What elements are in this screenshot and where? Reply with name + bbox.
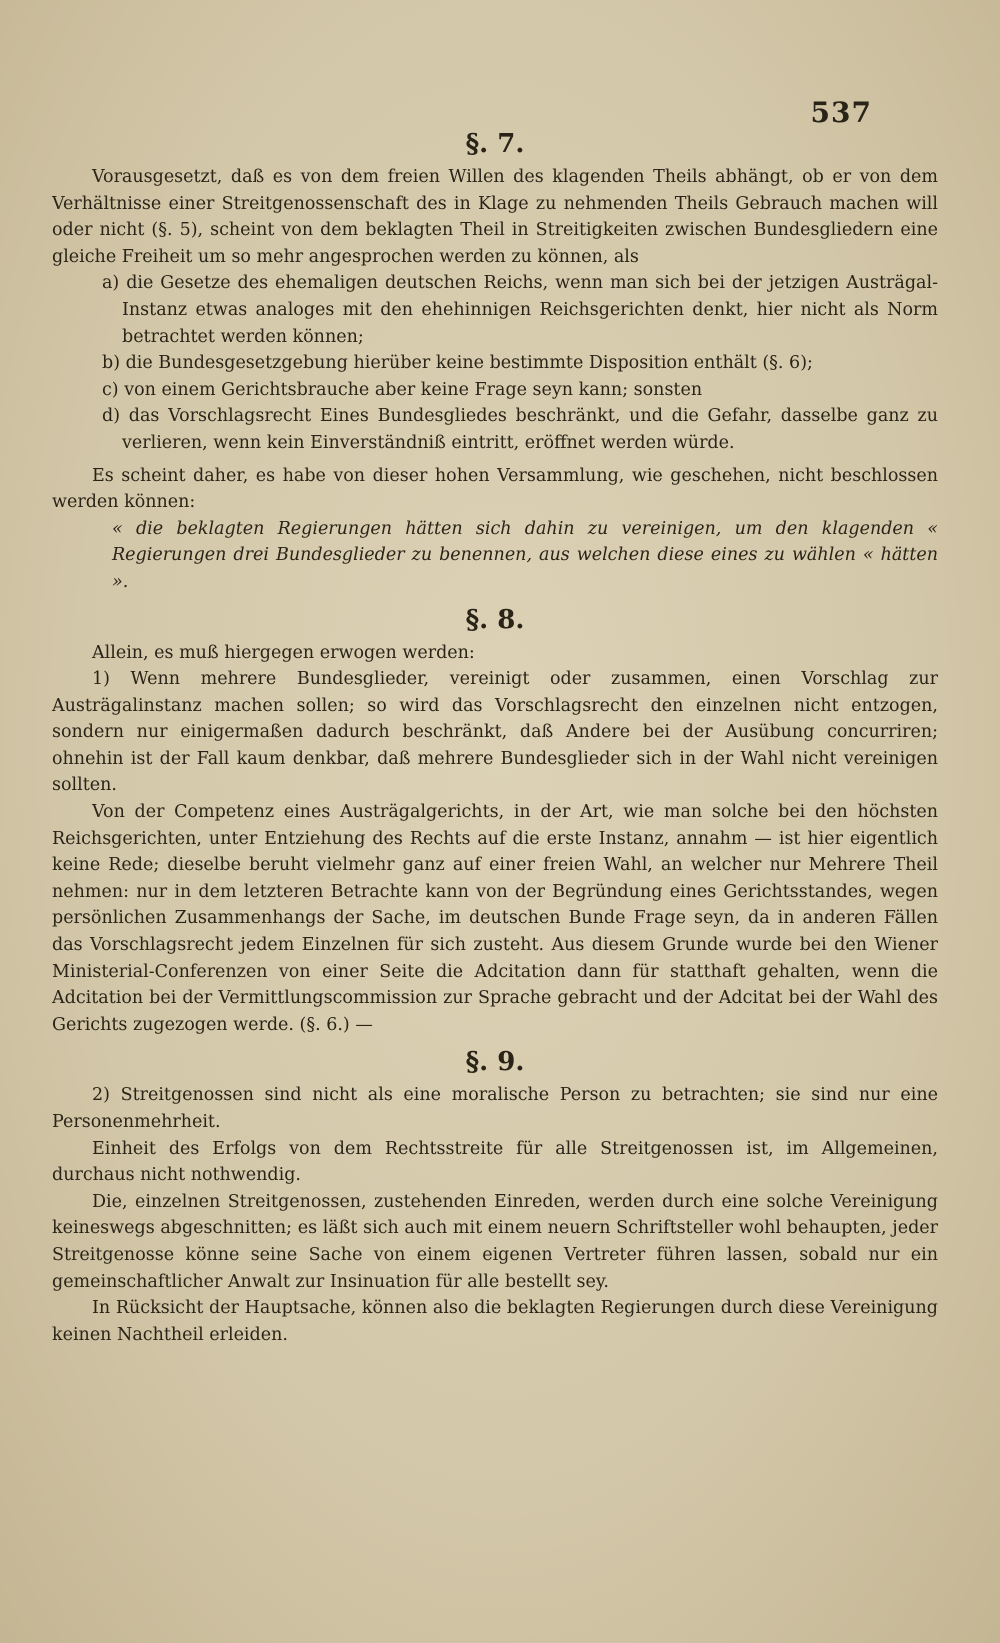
paragraph: Es scheint daher, es habe von dieser hohen Versammlung, wie geschehen, nicht beschlossen werden können: [52, 465, 938, 513]
paragraph: Einheit des Erfolgs von dem Rechtsstreite für alle Streitgenossen ist, im Allgemeinen, durchaus nicht nothwendig. [52, 1138, 938, 1186]
page-number: 537 [810, 96, 872, 129]
paragraph: 2) Streitgenossen sind nicht als eine moralische Person zu betrachten; sie sind nur eine Personenmehrheit. [52, 1085, 938, 1132]
list-item-b: b) die Bundesgesetzgebung hierüber keine bestimmte Disposition enthält (§. 6); [102, 353, 813, 374]
paragraph: Vorausgesetzt, daß es von dem freien Willen des klagenden Theils abhängt, ob er von dem Verhältnisse einer Streitgenossenschaft des in Klage zu nehmenden Theils Gebrauch machen will oder nicht (§. 5), scheint von dem beklagten Theil in Streitigkeiten zwischen Bundesgliedern eine gleiche Freiheit um so mehr angesprochen werden zu können, als [52, 167, 938, 267]
paragraph: In Rücksicht der Hauptsache, können also die beklagten Regierungen durch diese Vereinigung keinen Nachtheil erleiden. [52, 1298, 938, 1345]
paragraph: Von der Competenz eines Austrägalgerichts, in der Art, wie man solche bei den höchsten Reichsgerichten, unter Entziehung des Rechts auf die erste Instanz, annahm — ist hier eigentlich keine Rede; dieselbe beruht vielmehr ganz auf einer freien Wahl, an welcher nur Mehrere Theil nehmen: nur in dem letzteren Betrachte kann von der Begründung eines Gerichtsstandes, wegen persönlichen Zusammenhangs der Sache, im deutschen Bunde Frage seyn, da in anderen Fällen das Vorschlagsrecht jedem Einzelnen für sich zusteht. Aus diesem Grunde wurde bei den Wiener Ministerial-Conferenzen von einer Seite die Adcitation dann für statthaft gehalten, wenn die Adcitation bei der Vermittlungscommission zur Sprache gebracht und der Adcitat bei der Wahl des Gerichts zugezogen werde. (§. 6.) — [52, 802, 938, 1035]
paragraph: Die, einzelnen Streitgenossen, zustehenden Einreden, werden durch eine solche Vereinigung keineswegs abgeschnitten; es läßt sich auch mit einem neuern Schriftsteller wohl behaupten, jeder Streitgenosse könne seine Sache von einem eigenen Vertreter führen lassen, sobald nur ein gemeinschaftlicher Anwalt zur Insinuation für alle bestellt sey. [52, 1191, 938, 1292]
paragraph: Allein, es muß hiergegen erwogen werden: [92, 642, 475, 663]
list-item-d: d) das Vorschlagsrecht Eines Bundesgliedes beschränkt, und die Gefahr, dasselbe ganz zu verlieren, wenn kein Einverständniß eintritt, eröffnet werden würde. [102, 406, 938, 453]
paragraph: 1) Wenn mehrere Bundesglieder, vereinigt oder zusammen, einen Vorschlag zur Austrägalinstanz machen sollen; so wird das Vorschlagsrecht den einzelnen nicht entzogen, sondern nur einigermaßen dadurch beschränkt, daß Andere bei der Ausübung concurriren; ohnehin ist der Fall kaum denkbar, daß mehrere Bundesglieder sich in der Wahl nicht vereinigen sollten. [52, 669, 938, 796]
list-item-a: a) die Gesetze des ehemaligen deutschen Reichs, wenn man sich bei der jetzigen Austrägal-Instanz etwas analoges mit den ehehinnigen Reichsgerichten denkt, hier nicht als Norm betrachtet werden können; [102, 273, 938, 347]
section-heading-7: §. 7. [465, 129, 525, 159]
section-heading-9: §. 9. [465, 1047, 525, 1078]
section-heading-8: §. 8. [465, 604, 525, 635]
list-item-c: c) von einem Gerichtsbrauche aber keine Frage seyn kann; sonsten [102, 379, 703, 400]
quotation: « die beklagten Regierungen hätten sich dahin zu vereinigen, um den klagenden « Regierungen drei Bundesglieder zu benennen, aus welchen diese eines zu wählen « hätten ». [112, 518, 938, 592]
